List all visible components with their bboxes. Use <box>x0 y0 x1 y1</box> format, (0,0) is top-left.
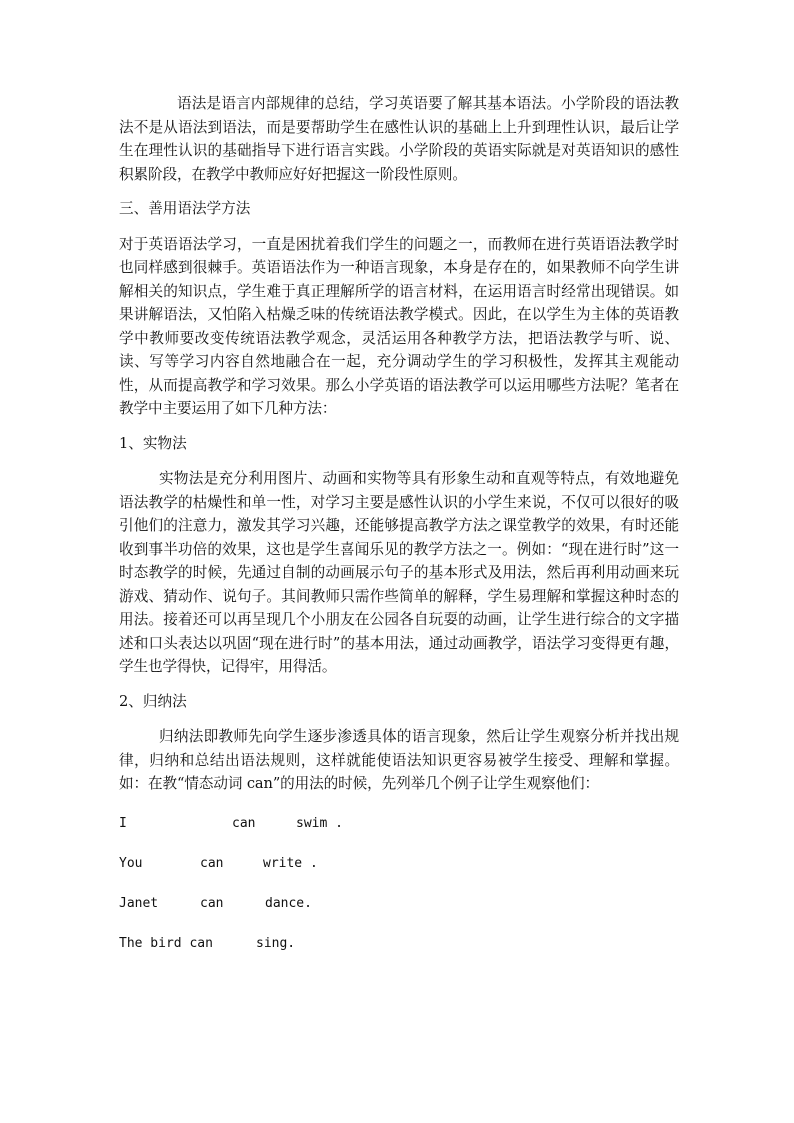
example-subject: I <box>119 815 127 831</box>
example-subject: You <box>119 855 143 871</box>
example-verb: write . <box>263 855 318 871</box>
example-verb: swim . <box>296 815 343 831</box>
example-row <box>119 856 679 896</box>
example-subject: The bird can <box>119 935 213 951</box>
example-row <box>119 816 679 856</box>
method1-paragraph: 实物法是充分利用图片、动画和实物等具有形象生动和直观等特点，有效地避免语法教学的枯燥性和单一性，对学习主要是感性认识的小学生来说，不仅可以很好的吸引他们的注意力，激发其学习兴趣，还能够提高教学方法之课堂教学的效果，有时还能收到事半功倍的效果，这也是学生喜闻乐见的教学方法之一。例如：“现在进行时”这一时态教学的时候，先通过自制的动画展示句子的基本形式及用法，然后再利用动画来玩游戏、猜动作、说句子。其间教师只需作些简单的解释，学生易理解和掌握这种时态的用法。接着还可以再呈现几个小朋友在公园各自玩耍的动画，让学生进行综合的文字描述和口头表达以巩固“现在进行时”的基本用法，通过动画教学，语法学习变得更有趣，学生也学得快，记得牢，用得活。 <box>119 470 679 675</box>
example-modal: can <box>232 815 256 831</box>
example-sentences <box>119 816 679 976</box>
document-page <box>119 92 679 976</box>
example-subject: Janet <box>119 895 159 911</box>
section-heading-3: 三、善用语法学方法 <box>119 200 251 217</box>
example-row <box>119 896 679 936</box>
method-heading-1: 1、实物法 <box>119 434 187 452</box>
example-verb: dance. <box>265 895 312 911</box>
example-modal: can <box>200 855 224 871</box>
example-verb: sing. <box>256 935 296 951</box>
intro-paragraph: 语法是语言内部规律的总结，学习英语要了解其基本语法。小学阶段的语法教法不是从语法到语法，而是要帮助学生在感性认识的基础上上升到理性认识，最后让学生在理性认识的基础指导下进行语言实践。小学阶段的英语实际就是对英语知识的感性积累阶段，在教学中教师应好好把握这一阶段性原则。 <box>119 95 679 183</box>
method-heading-2: 2、归纳法 <box>119 692 187 710</box>
example-modal: can <box>200 895 224 911</box>
example-row <box>119 936 679 976</box>
section3-paragraph: 对于英语语法学习，一直是困扰着我们学生的问题之一，而教师在进行英语语法教学时也同样感到很棘手。英语语法作为一种语言现象，本身是存在的，如果教师不向学生讲解相关的知识点，学生难于真正理解所学的语言材料，在运用语言时经常出现错误。如果讲解语法，又怕陷入枯燥乏味的传统语法教学模式。因此，在以学生为主体的英语教学中教师要改变传统语法教学观念，灵活运用各种教学方法，把语法教学与听、说、读、写等学习内容自然地融合在一起，充分调动学生的学习积极性，发挥其主观能动性，从而提高教学和学习效果。那么小学英语的语法教学可以运用哪些方法呢？笔者在教学中主要运用了如下几种方法： <box>119 235 679 417</box>
method2-paragraph: 归纳法即教师先向学生逐步渗透具体的语言现象，然后让学生观察分析并找出规律，归纳和总结出语法规则，这样就能使语法知识更容易被学生接受、理解和掌握。如：在教“情态动词 can”的用法的时候，先列举几个例子让学生观察他们： <box>119 728 679 792</box>
